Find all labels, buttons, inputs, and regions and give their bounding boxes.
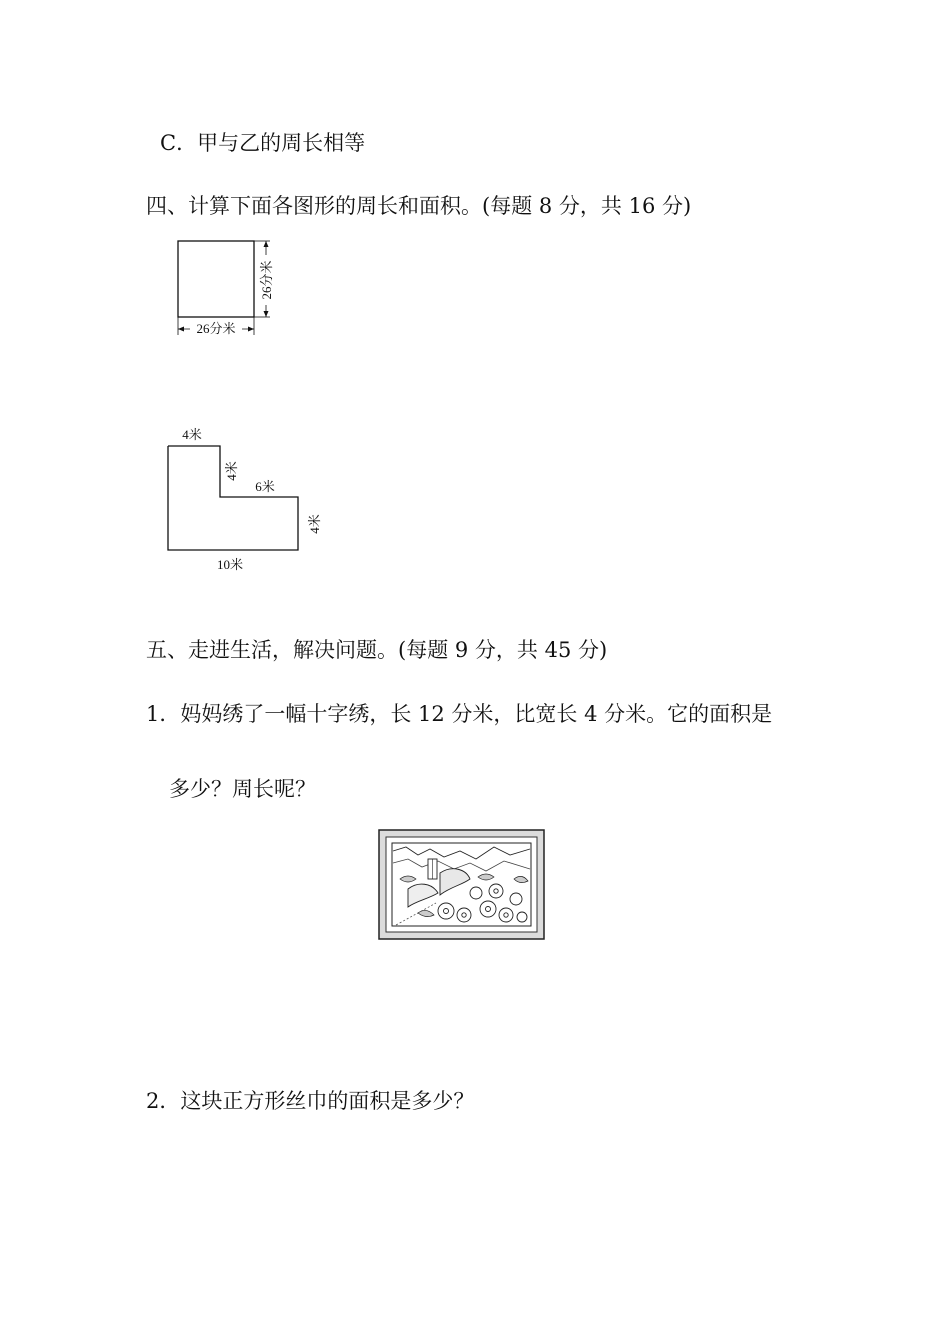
l-right-label: 4米 [307,514,322,534]
l-bottom-label: 10米 [216,557,244,572]
l-shape-figure [160,425,340,575]
question-1-line-2: 多少？周长呢？ [169,777,316,801]
section-4-heading: 四、计算下面各图形的周长和面积。(每题 8 分，共 16 分) [146,194,692,218]
square-shape [178,241,254,317]
l-inner-vertical-label: 4米 [224,461,239,481]
l-inner-horizontal-label: 6米 [255,479,275,494]
l-top-label: 4米 [182,427,202,442]
square-figure [170,235,280,345]
question-2: 2．这块正方形丝巾的面积是多少？ [146,1089,475,1113]
square-bottom-label: 26分米 [196,321,236,336]
cross-stitch-picture [378,829,546,941]
question-1-line-1: 1．妈妈绣了一幅十字绣，长 12 分米，比宽长 4 分米。它的面积是 [146,702,773,726]
square-right-label: 26分米 [259,260,274,300]
section-5-heading: 五、走进生活，解决问题。(每题 9 分，共 45 分) [146,638,608,662]
option-c: C．甲与乙的周长相等 [160,131,366,155]
